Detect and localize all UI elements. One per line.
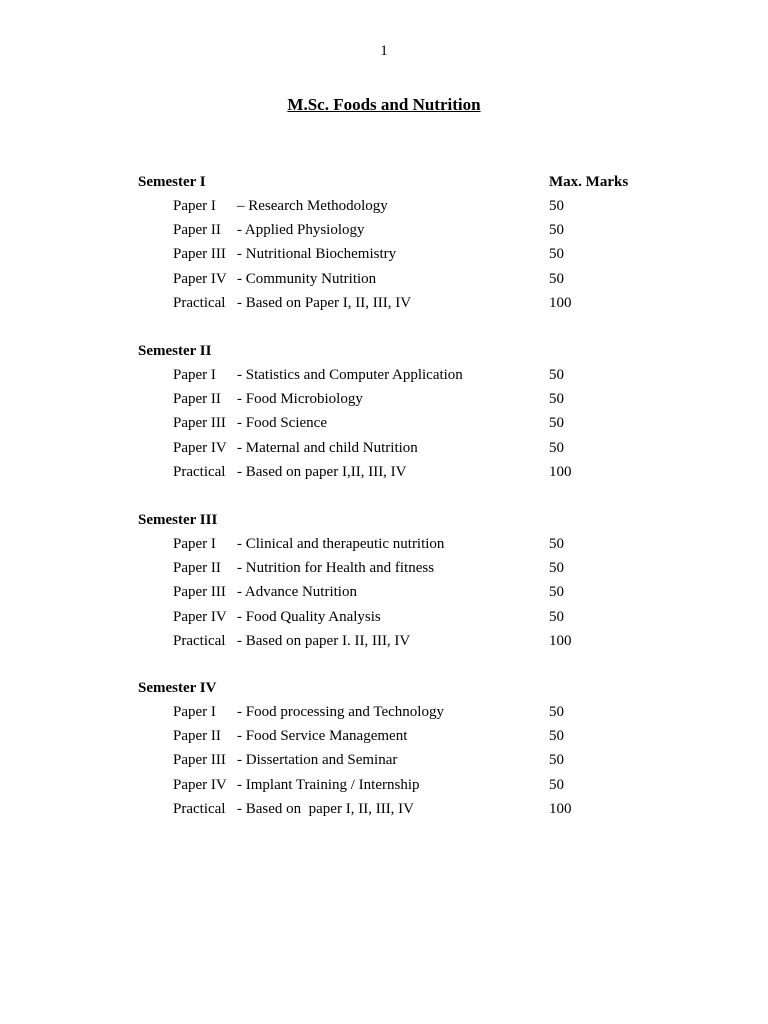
paper-label: Paper I bbox=[173, 198, 216, 214]
paper-subject: - Based on paper I. II, III, IV bbox=[237, 632, 411, 649]
paper-subject: - Food Microbiology bbox=[237, 391, 363, 408]
paper-label: Practical bbox=[173, 463, 226, 480]
semester-header bbox=[0, 174, 768, 198]
paper-marks: 50 bbox=[549, 752, 564, 769]
paper-subject: - Food Science bbox=[237, 415, 327, 432]
paper-row bbox=[0, 560, 768, 584]
paper-label: Paper I bbox=[173, 536, 216, 552]
semester-header bbox=[0, 343, 768, 367]
semester-title: Semester I bbox=[138, 174, 206, 190]
semester-title: Semester II bbox=[138, 343, 212, 359]
semester-title: Semester IV bbox=[138, 680, 217, 696]
paper-row bbox=[0, 536, 768, 560]
paper-label: Paper III bbox=[173, 415, 226, 432]
paper-marks: 100 bbox=[549, 632, 572, 649]
paper-row bbox=[0, 246, 768, 270]
paper-row bbox=[0, 271, 768, 295]
paper-marks: 50 bbox=[549, 560, 564, 577]
paper-marks: 50 bbox=[549, 704, 564, 720]
max-marks-header: Max. Marks bbox=[549, 174, 629, 190]
paper-label: Paper III bbox=[173, 752, 226, 769]
paper-subject: - Statistics and Computer Application bbox=[237, 367, 463, 383]
paper-label: Paper II bbox=[173, 560, 221, 577]
paper-label: Paper III bbox=[173, 246, 226, 263]
page-number: 1 bbox=[380, 43, 388, 59]
semester-header bbox=[0, 512, 768, 536]
paper-row bbox=[0, 728, 768, 752]
paper-row bbox=[0, 752, 768, 776]
paper-label: Paper IV bbox=[173, 776, 227, 793]
paper-label: Paper II bbox=[173, 391, 221, 408]
paper-subject: – Research Methodology bbox=[237, 198, 388, 214]
paper-marks: 100 bbox=[549, 800, 572, 817]
paper-subject: - Clinical and therapeutic nutrition bbox=[237, 536, 445, 552]
paper-marks: 50 bbox=[549, 536, 564, 552]
paper-subject: - Advance Nutrition bbox=[237, 584, 357, 601]
semester-header bbox=[0, 680, 768, 704]
paper-label: Paper II bbox=[173, 728, 221, 745]
paper-subject: - Nutrition for Health and fitness bbox=[237, 560, 435, 577]
paper-marks: 50 bbox=[549, 415, 564, 432]
paper-subject: - Implant Training / Internship bbox=[237, 776, 420, 793]
paper-marks: 50 bbox=[549, 439, 564, 456]
semester-section-2 bbox=[0, 343, 768, 488]
paper-subject: - Community Nutrition bbox=[237, 270, 377, 287]
paper-row bbox=[0, 440, 768, 464]
paper-subject: - Food Service Management bbox=[237, 728, 408, 745]
paper-label: Practical bbox=[173, 632, 226, 649]
paper-marks: 100 bbox=[549, 294, 572, 311]
paper-marks: 50 bbox=[549, 198, 564, 214]
paper-subject: - Nutritional Biochemistry bbox=[237, 246, 397, 263]
paper-row bbox=[0, 801, 768, 825]
paper-subject: - Dissertation and Seminar bbox=[237, 752, 398, 769]
paper-marks: 50 bbox=[549, 246, 564, 263]
paper-row bbox=[0, 367, 768, 391]
paper-marks: 50 bbox=[549, 728, 564, 745]
paper-subject: - Based on paper I,II, III, IV bbox=[237, 463, 407, 480]
paper-row bbox=[0, 633, 768, 657]
paper-label: Paper III bbox=[173, 584, 226, 601]
paper-subject: - Applied Physiology bbox=[237, 222, 365, 239]
paper-subject: - Food Quality Analysis bbox=[237, 608, 381, 625]
paper-label: Paper I bbox=[173, 704, 216, 720]
semester-section-3 bbox=[0, 512, 768, 657]
paper-row bbox=[0, 198, 768, 222]
semester-section-4 bbox=[0, 680, 768, 825]
paper-row bbox=[0, 777, 768, 801]
paper-label: Practical bbox=[173, 800, 226, 817]
paper-row bbox=[0, 609, 768, 633]
paper-row bbox=[0, 584, 768, 608]
paper-marks: 50 bbox=[549, 222, 564, 239]
paper-subject: - Maternal and child Nutrition bbox=[237, 439, 418, 456]
paper-marks: 50 bbox=[549, 608, 564, 625]
paper-label: Practical bbox=[173, 294, 226, 311]
paper-marks: 50 bbox=[549, 391, 564, 408]
semester-section-1 bbox=[0, 174, 768, 319]
paper-row bbox=[0, 222, 768, 246]
paper-label: Paper IV bbox=[173, 270, 227, 287]
paper-subject: - Based on Paper I, II, III, IV bbox=[237, 294, 412, 311]
paper-marks: 50 bbox=[549, 270, 564, 287]
page-title: M.Sc. Foods and Nutrition bbox=[287, 95, 481, 114]
paper-label: Paper II bbox=[173, 222, 221, 239]
paper-row bbox=[0, 464, 768, 488]
paper-row bbox=[0, 704, 768, 728]
semester-title: Semester III bbox=[138, 512, 218, 528]
paper-marks: 100 bbox=[549, 463, 572, 480]
paper-label: Paper I bbox=[173, 367, 216, 383]
paper-marks: 50 bbox=[549, 584, 564, 601]
paper-label: Paper IV bbox=[173, 439, 227, 456]
paper-row bbox=[0, 415, 768, 439]
paper-marks: 50 bbox=[549, 367, 564, 383]
paper-subject: - Based on paper I, II, III, IV bbox=[237, 800, 415, 817]
paper-subject: - Food processing and Technology bbox=[237, 704, 444, 720]
paper-marks: 50 bbox=[549, 776, 564, 793]
paper-row bbox=[0, 295, 768, 319]
paper-label: Paper IV bbox=[173, 608, 227, 625]
paper-row bbox=[0, 391, 768, 415]
